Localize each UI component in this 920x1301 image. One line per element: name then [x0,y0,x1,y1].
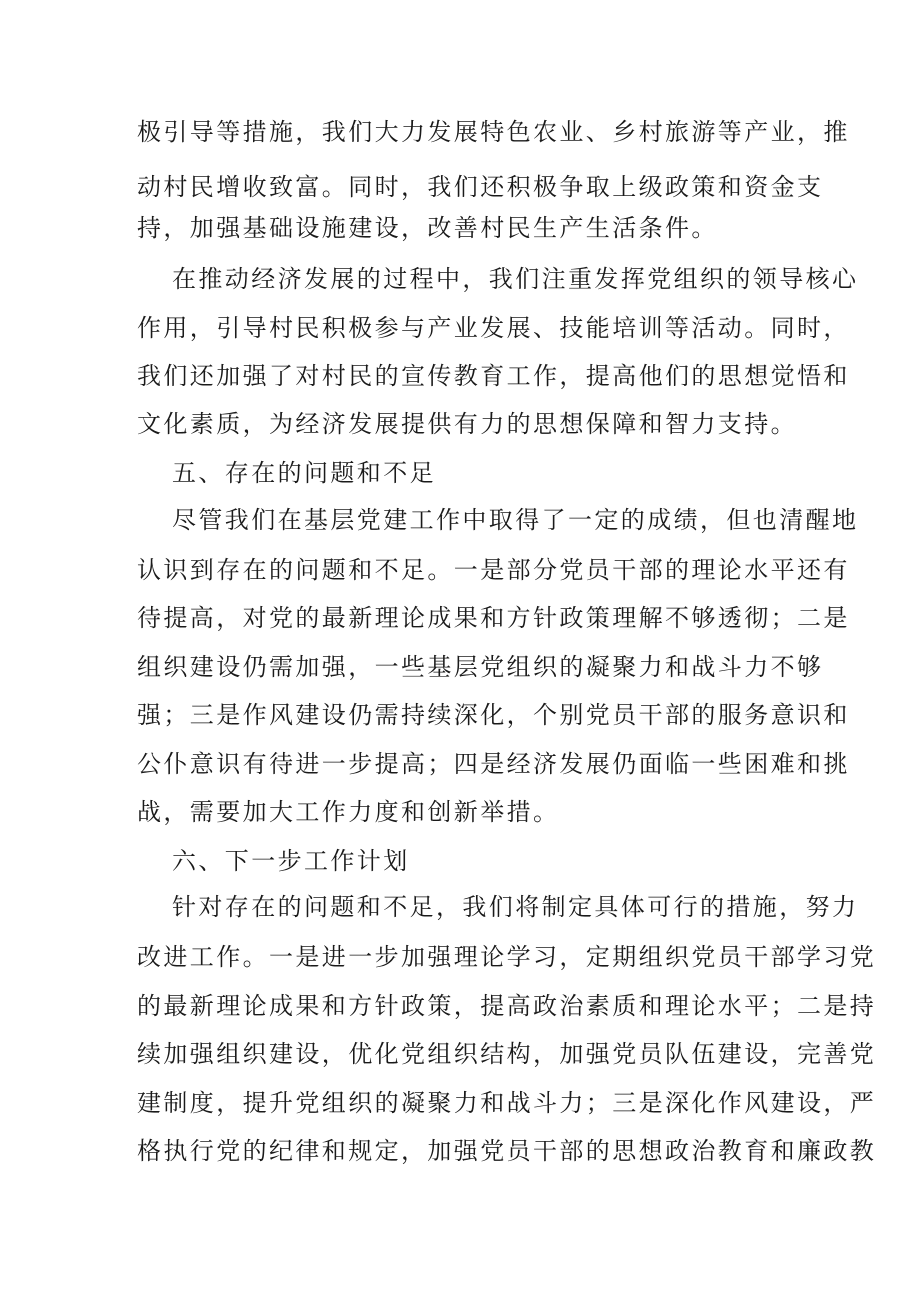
section-heading: 六、下一步工作计划 [172,847,410,875]
text-line: 组织建设仍需加强，一些基层党组织的凝聚力和战斗力不够 [137,653,824,681]
text-line: 待提高，对党的最新理论成果和方针政策理解不够透彻；二是 [137,604,850,632]
text-line: 文化素质，为经济发展提供有力的思想保障和智力支持。 [137,410,797,438]
text-line: 尽管我们在基层党建工作中取得了一定的成绩，但也清醒地 [172,506,859,534]
text-line: 针对存在的问题和不足，我们将制定具体可行的措施，努力 [172,893,859,921]
text-line: 极引导等措施，我们大力发展特色农业、乡村旅游等产业，推 [137,118,850,146]
text-line: 强；三是作风建设仍需持续深化，个别党员干部的服务意识和 [137,701,850,729]
text-line: 作用，引导村民积极参与产业发展、技能培训等活动。同时， [137,314,850,342]
text-line: 我们还加强了对村民的宣传教育工作，提高他们的思想觉悟和 [137,362,850,390]
section-heading: 五、存在的问题和不足 [172,459,436,487]
text-line: 动村民增收致富。同时，我们还积极争取上级政策和资金支 [137,173,824,201]
text-line: 在推动经济发展的过程中，我们注重发挥党组织的领导核心 [172,265,859,293]
text-line: 持，加强基础设施建设，改善村民生产生活条件。 [137,214,718,242]
text-line: 续加强组织建设，优化党组织结构，加强党员队伍建设，完善党 [137,1040,877,1068]
text-line: 认识到存在的问题和不足。一是部分党员干部的理论水平还有 [137,556,850,584]
text-line: 的最新理论成果和方针政策，提高政治素质和理论水平；二是持 [137,992,877,1020]
text-line: 公仆意识有待进一步提高；四是经济发展仍面临一些困难和挑 [137,750,850,778]
text-line: 格执行党的纪律和规定，加强党员干部的思想政治教育和廉政教 [137,1137,877,1165]
text-line: 战，需要加大工作力度和创新举措。 [137,798,560,826]
text-line: 改进工作。一是进一步加强理论学习，定期组织党员干部学习党 [137,943,877,971]
text-line: 建制度，提升党组织的凝聚力和战斗力；三是深化作风建设，严 [137,1089,877,1117]
